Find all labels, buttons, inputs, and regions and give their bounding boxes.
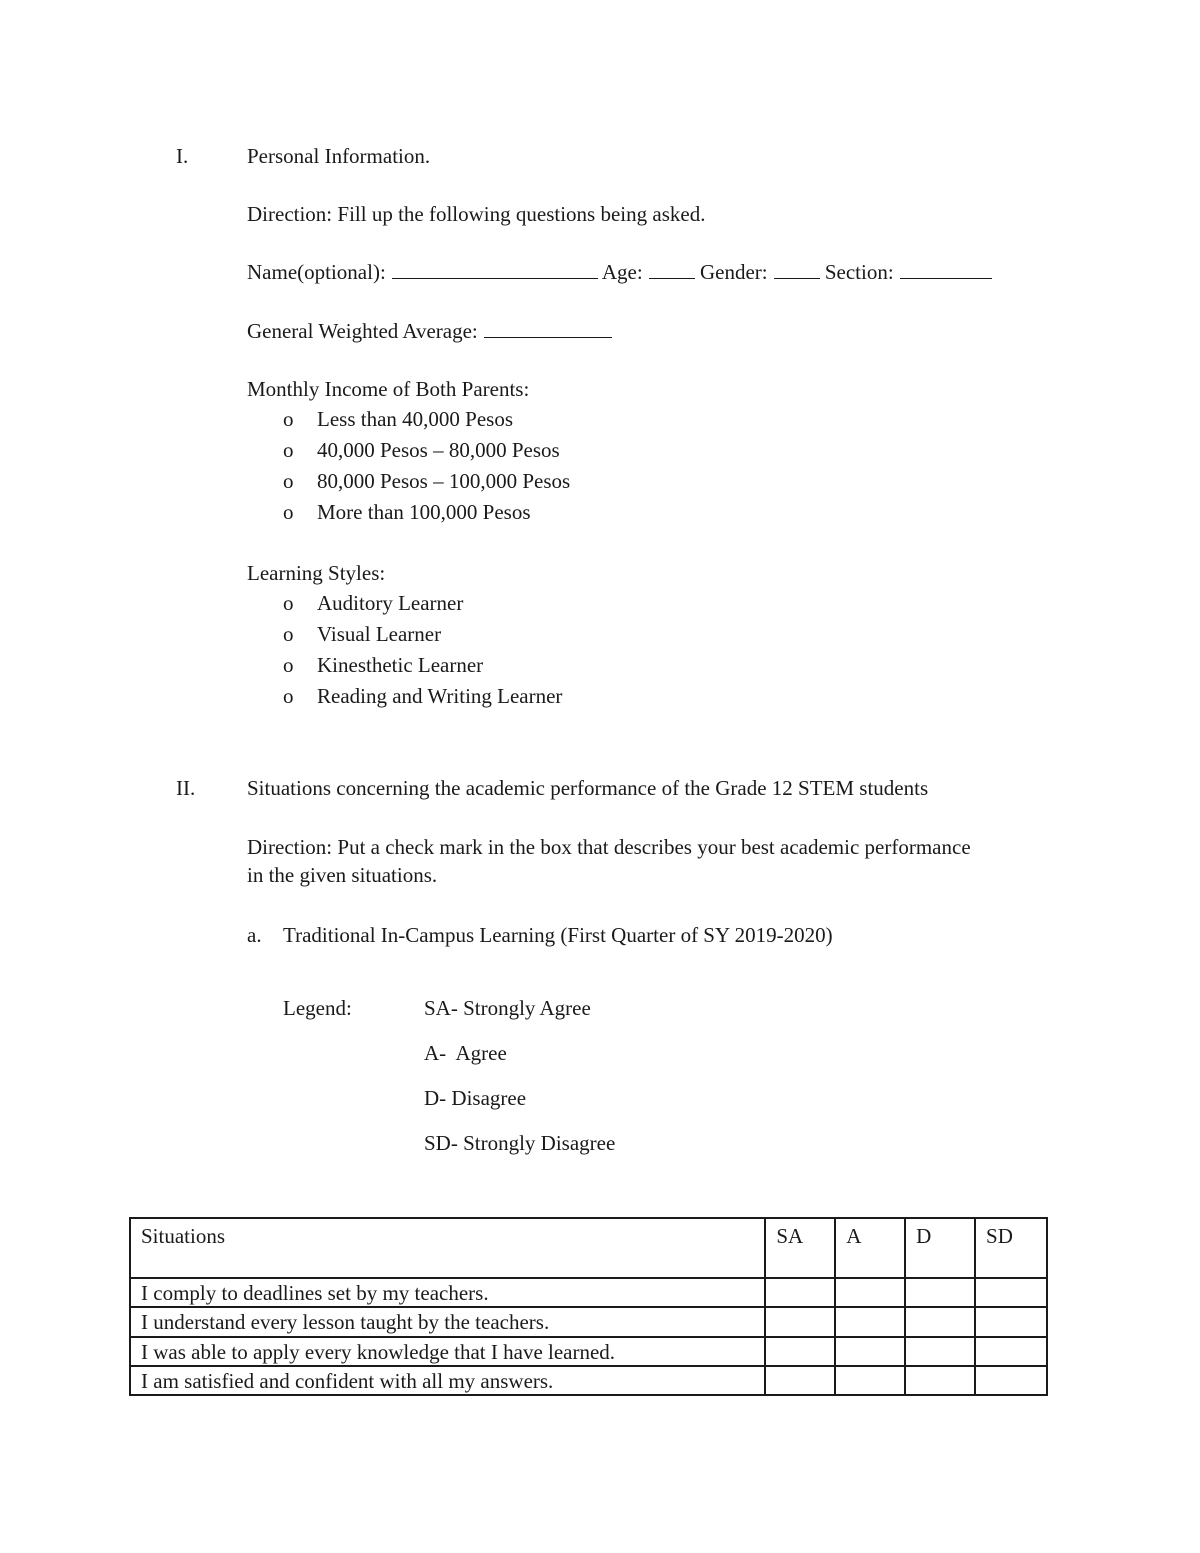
check-box-sd[interactable] [975, 1366, 1047, 1395]
income-option: Less than 40,000 Pesos [317, 407, 513, 431]
option-bullet[interactable]: o [283, 407, 294, 431]
learning-option: Kinesthetic Learner [317, 653, 484, 677]
header-d: D [905, 1218, 975, 1278]
gwa-label: General Weighted Average: [247, 319, 478, 343]
income-option: More than 100,000 Pesos [317, 500, 531, 524]
learning-option: Reading and Writing Learner [317, 684, 563, 708]
check-box-a[interactable] [835, 1366, 905, 1395]
check-box-d[interactable] [905, 1278, 975, 1307]
check-box-sd[interactable] [975, 1337, 1047, 1366]
option-bullet[interactable]: o [283, 500, 294, 524]
table-row [130, 1307, 1047, 1336]
header-sd: SD [975, 1218, 1047, 1278]
section-1-numeral: I. [176, 144, 189, 168]
situation-cell: I am satisfied and confident with all my answers. [130, 1366, 765, 1395]
table-row [130, 1366, 1047, 1395]
income-option: 40,000 Pesos – 80,000 Pesos [317, 438, 560, 462]
table-row [130, 1278, 1047, 1307]
option-bullet[interactable]: o [283, 591, 294, 615]
check-box-sa[interactable] [765, 1278, 835, 1307]
check-box-sd[interactable] [975, 1278, 1047, 1307]
name-blank[interactable] [392, 276, 598, 279]
personal-fields-row [247, 262, 992, 283]
section-1-title: Personal Information. [247, 144, 431, 168]
check-box-sa[interactable] [765, 1366, 835, 1395]
check-box-a[interactable] [835, 1307, 905, 1336]
section-2-direction-line-1: Direction: Put a check mark in the box that describes your best academic performance [247, 835, 971, 859]
subsection-marker: a. [247, 923, 262, 947]
section-2-numeral: II. [176, 776, 196, 800]
check-box-d[interactable] [905, 1366, 975, 1395]
subsection-title: Traditional In-Campus Learning (First Quarter of SY 2019-2020) [283, 923, 833, 947]
learning-option: Auditory Learner [317, 591, 464, 615]
income-option: 80,000 Pesos – 100,000 Pesos [317, 469, 571, 493]
option-bullet[interactable]: o [283, 684, 294, 708]
legend-item: D- Disagree [424, 1086, 527, 1110]
gender-blank[interactable] [774, 276, 820, 279]
name-label: Name(optional): [247, 260, 386, 284]
section-1-direction: Direction: Fill up the following questions being asked. [247, 202, 706, 226]
income-label: Monthly Income of Both Parents: [247, 377, 530, 401]
situation-cell: I was able to apply every knowledge that I have learned. [130, 1337, 765, 1366]
check-box-d[interactable] [905, 1337, 975, 1366]
legend-label: Legend: [283, 996, 352, 1020]
situation-cell: I comply to deadlines set by my teachers. [130, 1278, 765, 1307]
learning-label: Learning Styles: [247, 561, 386, 585]
legend-item: SA- Strongly Agree [424, 996, 591, 1020]
section-label: Section: [824, 260, 894, 284]
situations-table [129, 1217, 1048, 1396]
option-bullet[interactable]: o [283, 653, 294, 677]
learning-option: Visual Learner [317, 622, 442, 646]
option-bullet[interactable]: o [283, 622, 294, 646]
age-label: Age: [601, 260, 643, 284]
section-2-direction-line-2: in the given situations. [247, 863, 438, 887]
table-header-row [130, 1218, 1047, 1278]
gwa-blank[interactable] [484, 335, 612, 338]
header-situations: Situations [130, 1218, 765, 1278]
check-box-a[interactable] [835, 1278, 905, 1307]
header-sa: SA [765, 1218, 835, 1278]
option-bullet[interactable]: o [283, 469, 294, 493]
gender-label: Gender: [699, 260, 768, 284]
legend-item: SD- Strongly Disagree [424, 1131, 616, 1155]
legend-item: A- Agree [424, 1041, 507, 1065]
table-row [130, 1337, 1047, 1366]
section-blank[interactable] [900, 276, 992, 279]
check-box-a[interactable] [835, 1337, 905, 1366]
situation-cell: I understand every lesson taught by the teachers. [130, 1307, 765, 1336]
check-box-sa[interactable] [765, 1337, 835, 1366]
option-bullet[interactable]: o [283, 438, 294, 462]
header-a: A [835, 1218, 905, 1278]
section-2-title: Situations concerning the academic performance of the Grade 12 STEM students [247, 776, 929, 800]
check-box-d[interactable] [905, 1307, 975, 1336]
check-box-sd[interactable] [975, 1307, 1047, 1336]
age-blank[interactable] [649, 276, 695, 279]
check-box-sa[interactable] [765, 1307, 835, 1336]
gwa-row [247, 321, 612, 342]
